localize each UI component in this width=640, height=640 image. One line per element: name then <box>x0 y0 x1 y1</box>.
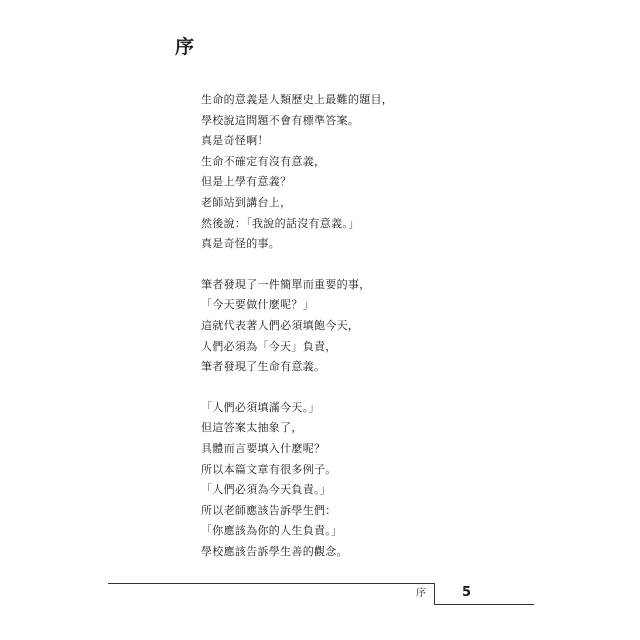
page-number: 5 <box>462 585 472 600</box>
text-line: 學校應該告訴學生善的觀念。 <box>201 544 348 558</box>
text-line: 生命不確定有沒有意義， <box>201 154 326 168</box>
text-line: 但是上學有意義？ <box>201 175 292 189</box>
text-line: 筆者發現了一件簡單而重要的事， <box>201 277 371 291</box>
text-line: 這就代表著人們必須填飽今天， <box>201 318 360 332</box>
stanza-3 <box>201 398 531 563</box>
text-line: 「人們必須為今天負責。」 <box>201 483 332 497</box>
text-line: 生命的意義是人類歷史上最難的題目， <box>201 93 394 106</box>
body-text <box>201 90 531 582</box>
footer-rule <box>108 583 435 584</box>
text-line: 人們必須為「今天」負責， <box>201 339 337 353</box>
footer-rule-lower <box>434 604 534 605</box>
text-line: 但這答案太抽象了， <box>201 421 303 435</box>
text-line: 「人們必須填滿今天。」 <box>201 400 320 414</box>
text-line: 具體而言要填入什麼呢？ <box>201 441 326 455</box>
text-line: 所以本篇文章有很多例子。 <box>201 462 337 476</box>
text-line: 「今天要做什麼呢？」 <box>201 298 314 312</box>
text-line: 所以老師應該告訴學生們： <box>201 503 337 517</box>
footer-divider <box>434 583 435 605</box>
text-line: 真是奇怪的事。 <box>201 237 281 251</box>
text-line: 真是奇怪啊！ <box>201 134 269 148</box>
footer-section-label: 序 <box>416 588 426 599</box>
text-line: 筆者發現了生命有意義。 <box>201 360 326 374</box>
stanza-2 <box>201 275 531 378</box>
text-line: 「你應該為你的人生負責。」 <box>201 524 343 538</box>
text-line: 然後說：「我說的話沒有意義。」 <box>201 216 360 230</box>
page-title: 序 <box>175 36 196 58</box>
text-line: 老師站到講台上， <box>201 195 292 209</box>
stanza-1 <box>201 90 531 255</box>
text-line: 學校說這問題不會有標準答案。 <box>201 113 360 127</box>
